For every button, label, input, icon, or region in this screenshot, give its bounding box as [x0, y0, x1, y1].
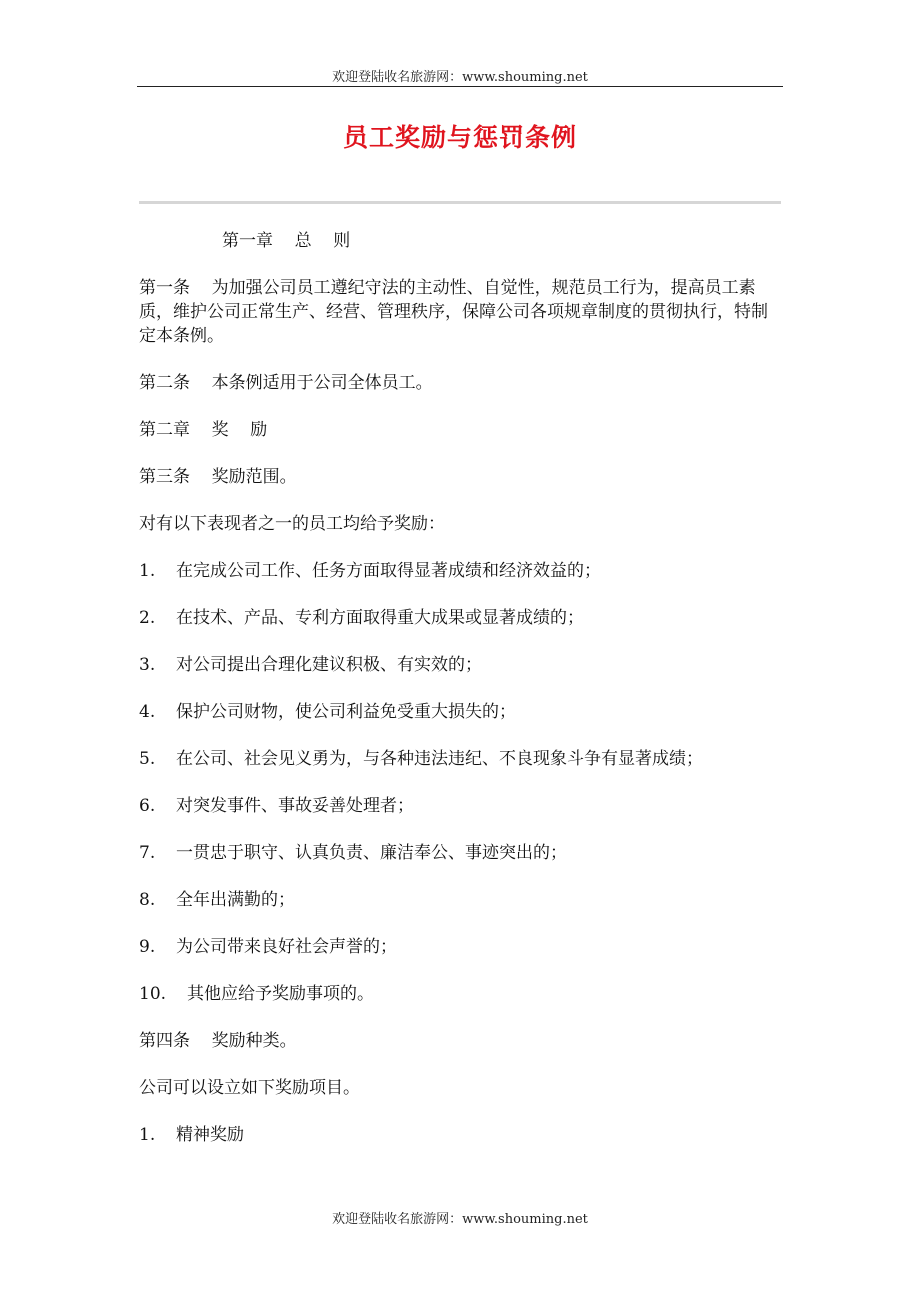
title-divider — [139, 201, 781, 204]
page-header: 欢迎登陆收名旅游网：www.shouming.net — [332, 70, 588, 85]
list-item — [139, 559, 783, 583]
list-item-text: 全年出满勤的； — [176, 890, 295, 910]
list-item-number: 5. — [139, 749, 156, 769]
header-divider — [137, 86, 783, 87]
list-item-text: 为公司带来良好社会声誉的； — [176, 937, 397, 957]
document-body — [139, 229, 783, 1147]
article-1: 第一条 为加强公司员工遵纪守法的主动性、自觉性，规范员工行为，提高员工素质，维护公司正常生产、经营、管理秩序，保障公司各项规章制度的贯彻执行，特制定本条例。 — [139, 278, 768, 346]
list-item-text: 对突发事件、事故妥善处理者； — [176, 796, 414, 816]
list-item — [139, 606, 783, 630]
list-item-number: 2. — [139, 608, 156, 628]
list-item — [139, 982, 783, 1006]
list-item — [139, 794, 783, 818]
list-item — [139, 888, 783, 912]
list-item-text: 保护公司财物，使公司利益免受重大损失的； — [176, 702, 516, 722]
article-3: 第三条 奖励范围。 — [139, 467, 297, 487]
article-4: 第四条 奖励种类。 — [139, 1031, 297, 1051]
list-item — [139, 935, 783, 959]
list-item — [139, 747, 783, 771]
page-footer: 欢迎登陆收名旅游网：www.shouming.net — [332, 1212, 588, 1227]
list-item-number: 8. — [139, 890, 156, 910]
rewards-intro: 对有以下表现者之一的员工均给予奖励： — [139, 514, 445, 534]
list-item-text: 精神奖励 — [176, 1125, 244, 1145]
list-item — [139, 653, 783, 677]
list-item-number: 4. — [139, 702, 156, 722]
list-item — [139, 841, 783, 865]
document-title: 员工奖励与惩罚条例 — [342, 123, 577, 152]
list-item-text: 在公司、社会见义勇为，与各种违法违纪、不良现象斗争有显著成绩； — [176, 749, 703, 769]
chapter-2-heading: 第二章 奖 励 — [139, 420, 268, 440]
list-item-number: 10. — [139, 984, 167, 1004]
list-item-number: 6. — [139, 796, 156, 816]
list-item-text: 一贯忠于职守、认真负责、廉洁奉公、事迹突出的； — [176, 843, 567, 863]
list-item-number: 9. — [139, 937, 156, 957]
list-item-text: 对公司提出合理化建议积极、有实效的； — [176, 655, 482, 675]
reward-types-intro: 公司可以设立如下奖励项目。 — [139, 1078, 360, 1098]
article-2: 第二条 本条例适用于公司全体员工。 — [139, 373, 433, 393]
chapter-1-heading: 第一章 总 则 — [222, 231, 351, 251]
list-item-number: 1. — [139, 1125, 156, 1145]
list-item-number: 1. — [139, 561, 156, 581]
list-item — [139, 700, 783, 724]
list-item-number: 3. — [139, 655, 156, 675]
list-item-text: 在技术、产品、专利方面取得重大成果或显著成绩的； — [176, 608, 584, 628]
list-item — [139, 1123, 783, 1147]
list-item-text: 其他应给予奖励事项的。 — [187, 984, 374, 1004]
list-item-text: 在完成公司工作、任务方面取得显著成绩和经济效益的； — [176, 561, 601, 581]
list-item-number: 7. — [139, 843, 156, 863]
